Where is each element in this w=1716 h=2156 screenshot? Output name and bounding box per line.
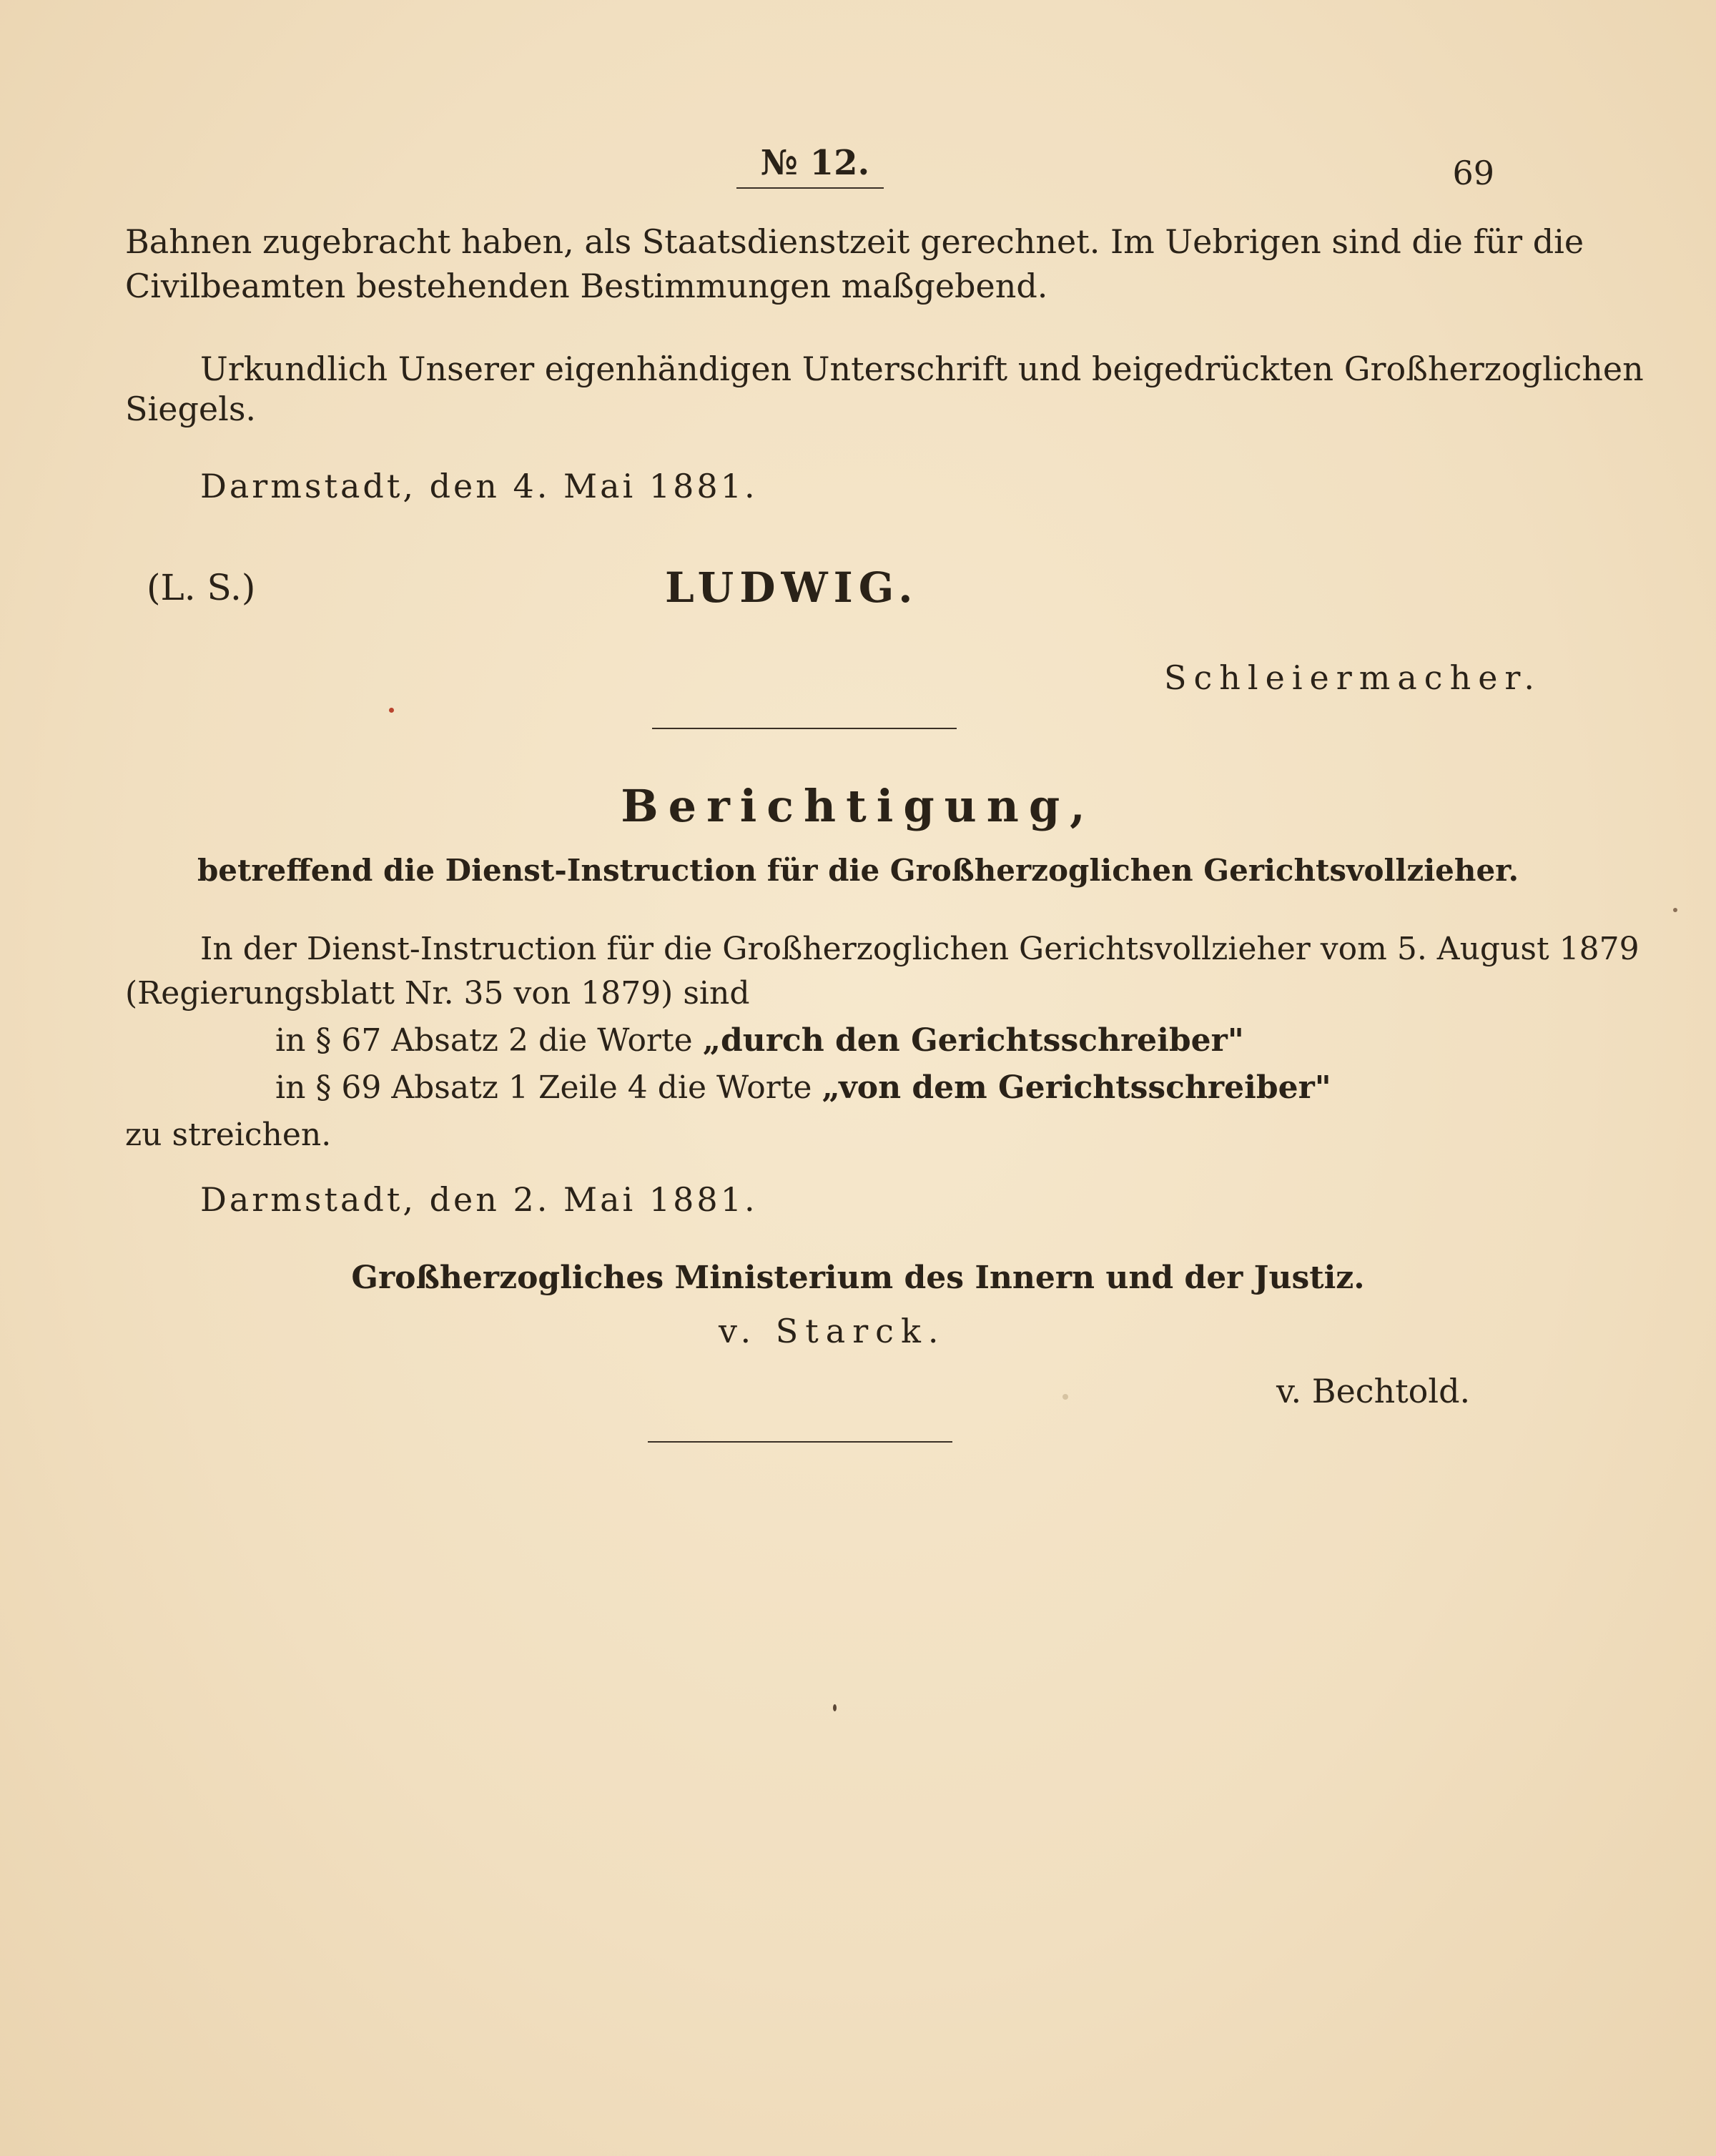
paragraph-3-end: zu streichen.: [125, 1117, 332, 1153]
issue-number-underline: [736, 187, 884, 189]
correction-item-1: [275, 1021, 1244, 1061]
date-line-1: Darmstadt, den 4. Mai 1881.: [200, 467, 758, 505]
page-number: 69: [1452, 154, 1494, 192]
sovereign-signature: LUDWIG.: [665, 563, 919, 612]
signatory-2: v. Bechtold.: [1276, 1372, 1471, 1410]
issue-number: № 12.: [760, 143, 870, 183]
paper-speck: [833, 1704, 837, 1711]
paragraph-3-line-2: (Regierungsblatt Nr. 35 von 1879) sind: [125, 975, 750, 1012]
paper-speck: [389, 708, 394, 713]
section-divider-2: [648, 1441, 952, 1443]
paper-speck: [1062, 1394, 1068, 1400]
section-divider-1: [652, 728, 957, 729]
correction-item-2-quote: „von dem Gerichtsschreiber": [822, 1069, 1331, 1106]
date-line-2: Darmstadt, den 2. Mai 1881.: [200, 1180, 758, 1219]
paragraph-2-line-1: Urkundlich Unserer eigenhändigen Unterschrift und beigedrückten Großherzoglichen: [200, 350, 1644, 388]
paragraph-2-line-2: Siegels.: [125, 390, 257, 428]
correction-item-1-prefix: in § 67 Absatz 2 die Worte: [275, 1022, 703, 1059]
correction-item-2: [275, 1068, 1331, 1108]
paragraph-3-line-1: In der Dienst-Instruction für die Großherzoglichen Gerichtsvollzieher vom 5. August 1879: [200, 931, 1639, 967]
section-subtitle: betreffend die Dienst-Instruction für die Großherzoglichen Gerichtsvollzieher.: [197, 853, 1519, 888]
paragraph-1-line-2: Civilbeamten bestehenden Bestimmungen maßgebend.: [125, 267, 1048, 305]
minister-signature-1: Schleiermacher.: [1164, 658, 1542, 697]
ministry-name: Großherzogliches Ministerium des Innern und der Justiz.: [351, 1260, 1365, 1296]
correction-item-2-prefix: in § 69 Absatz 1 Zeile 4 die Worte: [275, 1069, 822, 1106]
paper-speck: [1673, 908, 1677, 912]
signatory-1: v. Starck.: [719, 1312, 946, 1350]
section-title: Berichtigung,: [621, 780, 1095, 832]
seal-mark: (L. S.): [147, 567, 256, 608]
correction-item-1-quote: „durch den Gerichtsschreiber": [702, 1022, 1244, 1059]
paragraph-1-line-1: Bahnen zugebracht haben, als Staatsdienstzeit gerechnet. Im Uebrigen sind die für die: [125, 222, 1584, 261]
